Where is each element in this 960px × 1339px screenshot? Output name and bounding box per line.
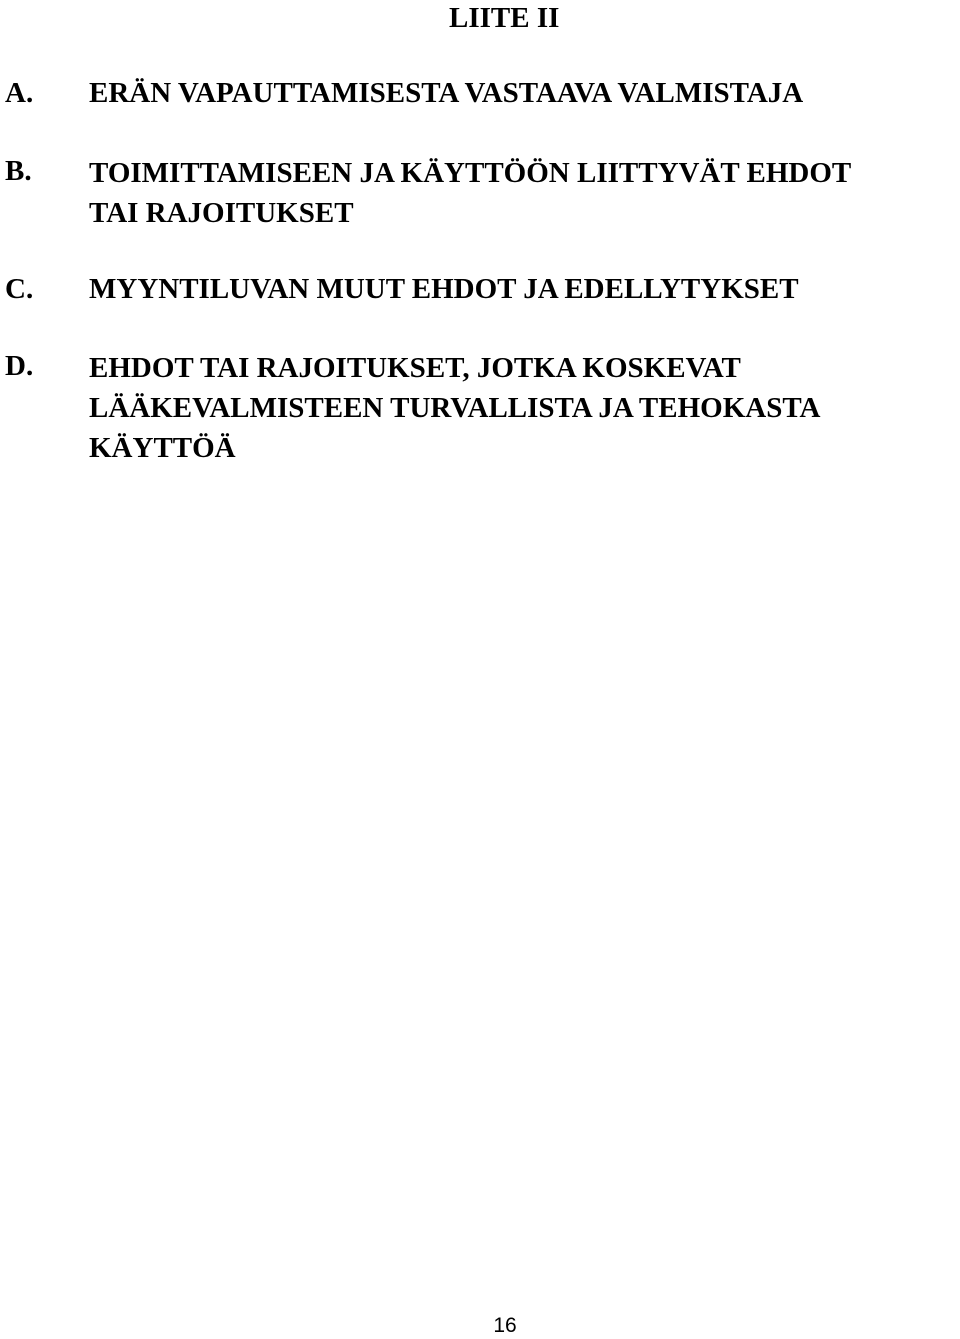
section-heading	[89, 348, 957, 468]
section-heading-line: MYYNTILUVAN MUUT EHDOT JA EDELLYTYKSET	[89, 273, 799, 305]
section-letter: B.	[5, 155, 32, 187]
section-letter: C.	[5, 273, 34, 305]
section-heading-line: EHDOT TAI RAJOITUKSET, JOTKA KOSKEVAT	[89, 352, 741, 384]
section-heading-line: LÄÄKEVALMISTEEN TURVALLISTA JA TEHOKASTA	[89, 392, 821, 424]
section-heading-line: TAI RAJOITUKSET	[89, 197, 354, 229]
section-heading	[89, 75, 957, 111]
section-heading	[89, 153, 957, 233]
section-letter: A.	[5, 77, 34, 109]
section-letter: D.	[5, 350, 34, 382]
section-heading-line: TOIMITTAMISEEN JA KÄYTTÖÖN LIITTYVÄT EHDOT	[89, 157, 852, 189]
page-number: 16	[493, 1314, 517, 1337]
section-heading-line: ERÄN VAPAUTTAMISESTA VASTAAVA VALMISTAJA	[89, 77, 804, 109]
section-heading	[89, 271, 957, 307]
annex-title: LIITE II	[449, 2, 560, 34]
section-heading-line: KÄYTTÖÄ	[89, 432, 236, 464]
